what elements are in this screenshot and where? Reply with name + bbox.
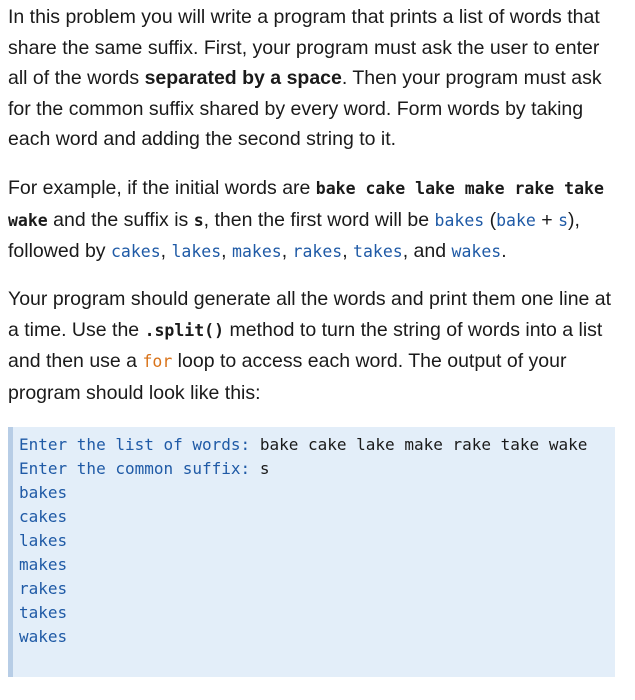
- code-line-prompt-suffix: [19, 457, 615, 481]
- example-word-lakes: lakes: [171, 242, 222, 261]
- intro-bold-text: separated by a space: [144, 67, 342, 89]
- example-sep-4: ,: [342, 240, 354, 262]
- example-plus: +: [535, 208, 559, 231]
- example-first-word: bakes: [434, 210, 485, 230]
- code-line-prompt-words: [19, 433, 615, 457]
- example-sep-5: , and: [402, 240, 452, 262]
- split-method-code: .split(): [144, 320, 225, 340]
- code-output-line: wakes: [19, 627, 68, 646]
- code-output-line: bakes: [19, 483, 68, 502]
- prompt-words-input: bake cake lake make rake take wake: [259, 435, 588, 454]
- example-word-makes: makes: [232, 242, 282, 261]
- example-word-takes: takes: [353, 242, 403, 261]
- prompt-words-label: Enter the list of words:: [19, 435, 260, 454]
- instructions-text-c: loop to access each word. The output of your program should look like this:: [8, 350, 567, 404]
- example-text-c: , then the first word will be: [203, 208, 435, 231]
- code-output-line: lakes: [19, 531, 68, 550]
- paragraph-intro: [8, 2, 620, 155]
- example-paren-open: (: [484, 208, 497, 231]
- example-s-code: s: [558, 210, 569, 230]
- instructions-text-a: Your program should generate all the words and print them one line at a time. Use the: [8, 288, 612, 341]
- intro-text-a: In this problem you will write a program that prints a list of words that share the same suffix. First, your program must ask the user to enter all of the words: [8, 6, 600, 89]
- example-word-rakes: rakes: [292, 242, 343, 261]
- example-sep-2: ,: [221, 240, 233, 262]
- prompt-suffix-input: s: [259, 459, 270, 478]
- code-output-line: rakes: [19, 579, 68, 598]
- example-word-wakes: wakes: [451, 242, 502, 261]
- example-text-e: .: [501, 240, 507, 262]
- intro-text-b: . Then your program must ask for the common suffix shared by every word. Form words by taking each word and adding the second string to it.: [8, 67, 602, 150]
- instructions-text-b: method to turn the string of words into a list and then use a: [8, 318, 603, 372]
- example-sep-1: ,: [160, 240, 172, 262]
- example-text-a: For example, if the initial words are: [8, 177, 316, 199]
- code-output-line: makes: [19, 555, 68, 574]
- prompt-suffix-label: Enter the common suffix:: [19, 459, 260, 478]
- example-sep-3: ,: [281, 240, 293, 262]
- code-output-line: cakes: [19, 507, 68, 526]
- sample-output-code-block: [8, 427, 615, 677]
- paragraph-example: [8, 173, 620, 268]
- paragraph-instructions: [8, 284, 620, 408]
- for-keyword-code: for: [142, 352, 173, 371]
- example-text-d: ), followed by: [8, 208, 580, 262]
- example-words-code: bake cake lake make rake take wake: [8, 179, 604, 230]
- example-suffix-code: s: [193, 210, 204, 230]
- example-word-cakes: cakes: [110, 242, 161, 261]
- code-output-line: takes: [19, 603, 68, 622]
- example-bake-code: bake: [496, 210, 536, 230]
- example-text-b: and the suffix is: [47, 208, 194, 231]
